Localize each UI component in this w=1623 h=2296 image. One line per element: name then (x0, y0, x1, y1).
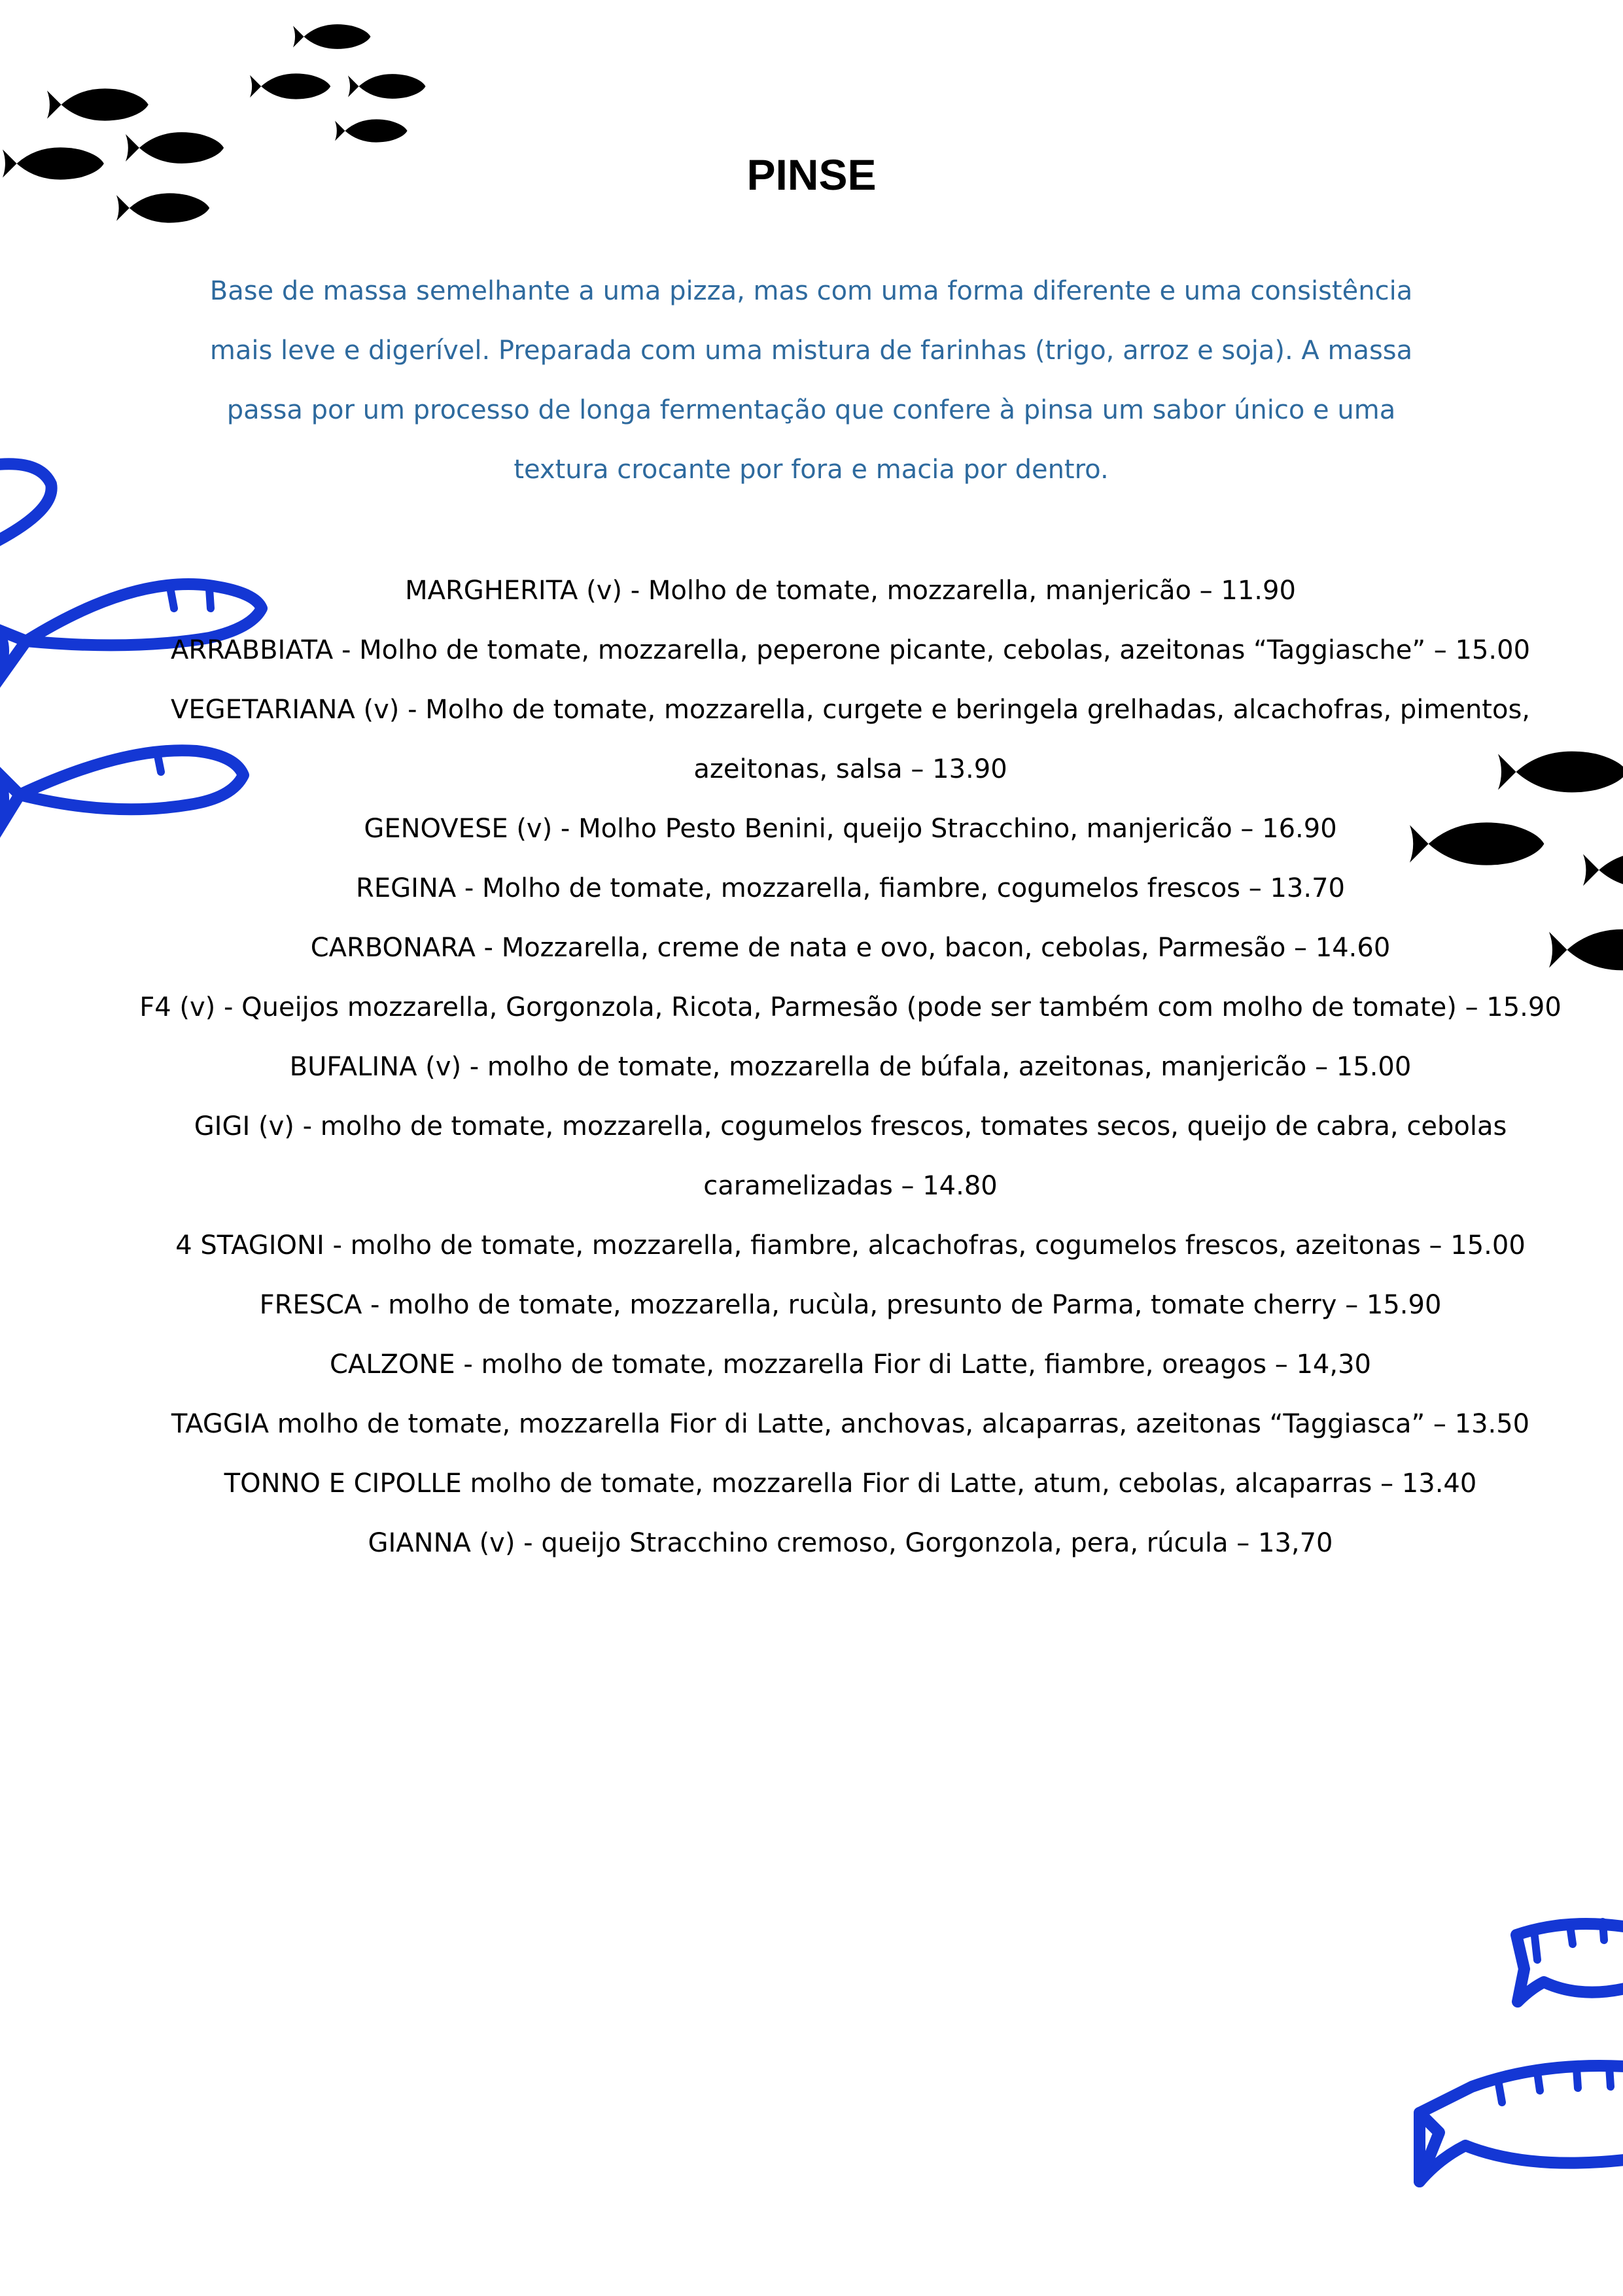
menu-item-gianna: GIANNA (v) - queijo Stracchino cremoso, Gorgonzola, pera, rúcula – 13,70 (368, 1528, 1333, 1558)
fish-icon (1420, 1922, 1623, 2182)
menu-item-carbonara: CARBONARA - Mozzarella, creme de nata e ovo, bacon, cebolas, Parmesão – 14.60 (310, 933, 1391, 963)
menu-item-taggia: TAGGIA molho de tomate, mozzarella Fior di Latte, anchovas, alcaparras, azeitonas “Taggiasca” – 13.50 (171, 1409, 1530, 1439)
menu-item-genovese: GENOVESE (v) - Molho Pesto Benini, queijo Stracchino, manjericão – 16.90 (364, 814, 1337, 844)
menu-item-f4: F4 (v) - Queijos mozzarella, Gorgonzola, Ricota, Parmesão (pode ser também com molho de tomate) – 15.90 (139, 992, 1562, 1022)
menu-item-4-stagioni: 4 STAGIONI - molho de tomate, mozzarella, fiambre, alcachofras, cogumelos frescos, azeitonas – 15.00 (175, 1230, 1526, 1261)
menu-item-fresca: FRESCA - molho de tomate, mozzarella, rucùla, presunto de Parma, tomate cherry – 15.90 (259, 1290, 1442, 1320)
menu-item-gigi: GIGI (v) - molho de tomate, mozzarella, cogumelos frescos, tomates secos, queijo de cabra, cebolas caramelizadas – 14.80 (194, 1111, 1507, 1201)
menu-item-arrabbiata: ARRABBIATA - Molho de tomate, mozzarella, peperone picante, cebolas, azeitonas “Taggiasche” – 15.00 (170, 635, 1531, 665)
menu-item-tonno-e-cipolle: TONNO E CIPOLLE molho de tomate, mozzarella Fior di Latte, atum, cebolas, alcaparras – 13.40 (224, 1469, 1477, 1499)
menu-item-bufalina: BUFALINA (v) - molho de tomate, mozzarella de búfala, azeitonas, manjericão – 15.00 (289, 1052, 1412, 1082)
menu-item-regina: REGINA - Molho de tomate, mozzarella, fiambre, cogumelos frescos – 13.70 (356, 873, 1345, 903)
menu-list (105, 561, 1596, 1573)
page-title: PINSE (746, 150, 877, 199)
menu-item-margherita: MARGHERITA (v) - Molho de tomate, mozzarella, manjericão – 11.90 (405, 576, 1296, 606)
menu-item-vegetariana: VEGETARIANA (v) - Molho de tomate, mozzarella, curgete e beringela grelhadas, alcachofras, pimentos, azeitonas, salsa – 13.90 (170, 695, 1531, 784)
menu-item-calzone: CALZONE - molho de tomate, mozzarella Fior di Latte, fiambre, oreagos – 14,30 (330, 1349, 1371, 1380)
intro-description: Base de massa semelhante a uma pizza, mas com uma forma diferente e uma consistência mais leve e digerível. Preparada com uma mistura de farinhas (trigo, arroz e soja). A massa passa por um processo de longa fermentação que confere à pinsa um sabor único e uma textura crocante por fora e macia por dentro. (209, 276, 1413, 485)
